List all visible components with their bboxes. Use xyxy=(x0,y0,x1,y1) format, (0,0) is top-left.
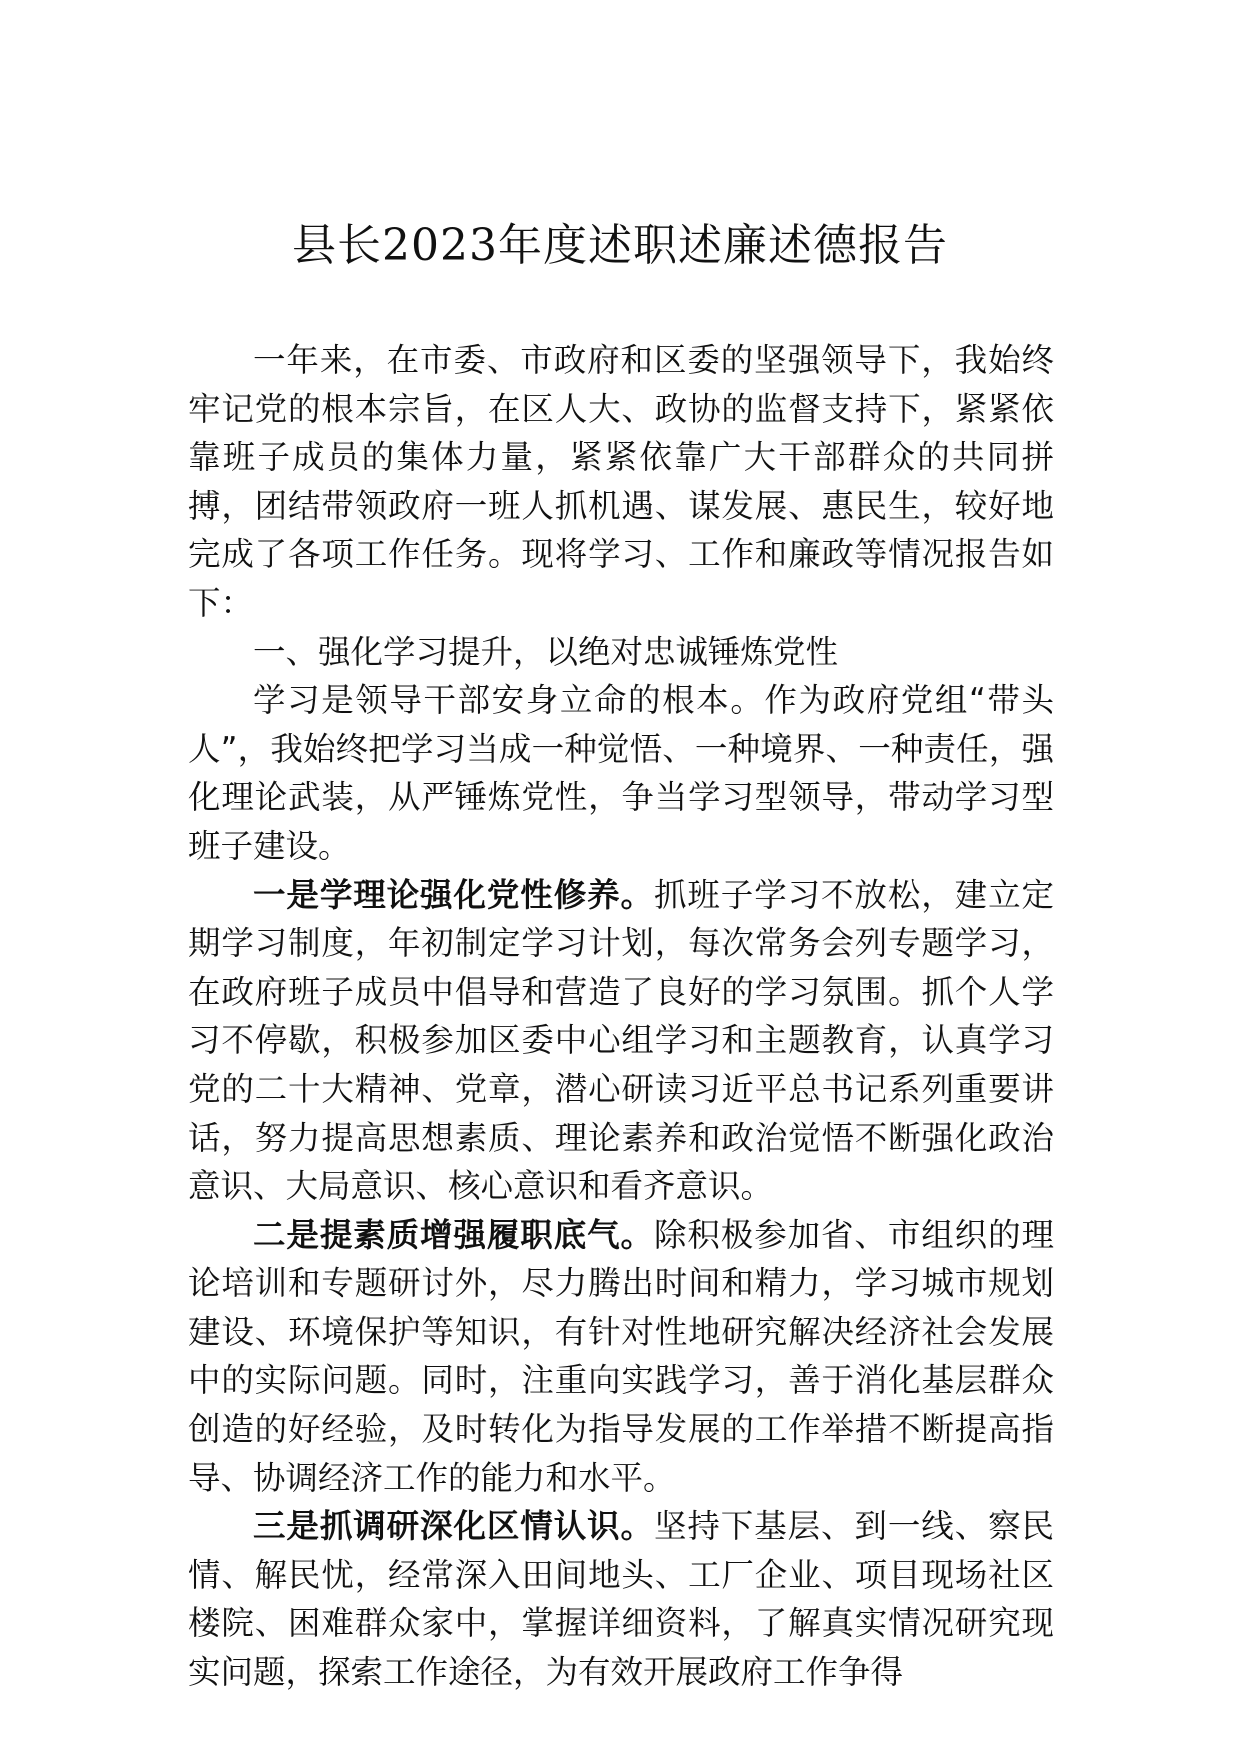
body-paragraph-intro xyxy=(188,336,1054,628)
paragraph-text: 一年来，在市委、市政府和区委的坚强领导下，我始终牢记党的根本宗旨，在区人大、政协的监督支持下，紧紧依靠班子成员的集体力量，紧紧依靠广大干部群众的共同拼搏，团结带领政府一班人抓机遇、谋发展、惠民生，较好地完成了各项工作任务。现将学习、工作和廉政等情况报告如下： xyxy=(188,341,1054,622)
document-body xyxy=(188,336,1054,1697)
paragraph-lead-bold: 二是提素质增强履职底气。 xyxy=(253,1215,654,1254)
body-paragraph-quality xyxy=(188,1211,1054,1503)
body-paragraph-theory xyxy=(188,871,1054,1211)
body-paragraph-research xyxy=(188,1502,1054,1696)
paragraph-lead-bold: 三是抓调研深化区情认识。 xyxy=(253,1507,654,1546)
section-heading-1 xyxy=(188,628,1054,677)
paragraph-text: 除积极参加省、市组织的理论培训和专题研讨外，尽力腾出时间和精力，学习城市规划建设、环境保护等知识，有针对性地研究解决经济社会发展中的实际问题。同时，注重向实践学习，善于消化基层群众创造的好经验，及时转化为指导发展的工作举措不断提高指导、协调经济工作的能力和水平。 xyxy=(188,1215,1054,1497)
section-heading-text: 一、强化学习提升，以绝对忠诚锤炼党性 xyxy=(253,632,839,671)
paragraph-lead-bold: 一是学理论强化党性修养。 xyxy=(253,875,654,914)
paragraph-text: 坚持下基层、到一线、察民情、解民忧，经常深入田间地头、工厂企业、项目现场社区楼院、困难群众家中，掌握详细资料，了解真实情况研究现实问题，探索工作途径，为有效开展政府工作争得 xyxy=(188,1507,1054,1692)
body-paragraph-learning xyxy=(188,676,1054,870)
paragraph-text: 抓班子学习不放松，建立定期学习制度，年初制定学习计划，每次常务会列专题学习，在政府班子成员中倡导和营造了良好的学习氛围。抓个人学习不停歇，积极参加区委中心组学习和主题教育，认真学习党的二十大精神、党章，潜心研读习近平总书记系列重要讲话，努力提高思想素质、理论素养和政治觉悟不断强化政治意识、大局意识、核心意识和看齐意识。 xyxy=(188,875,1054,1206)
paragraph-text: 学习是领导干部安身立命的根本。作为政府党组“带头人”，我始终把学习当成一种觉悟、一种境界、一种责任，强化理论武装，从严锤炼党性，争当学习型领导，带动学习型班子建设。 xyxy=(188,681,1054,865)
document-title: 县长2023年度述职述廉述德报告 xyxy=(292,220,948,271)
